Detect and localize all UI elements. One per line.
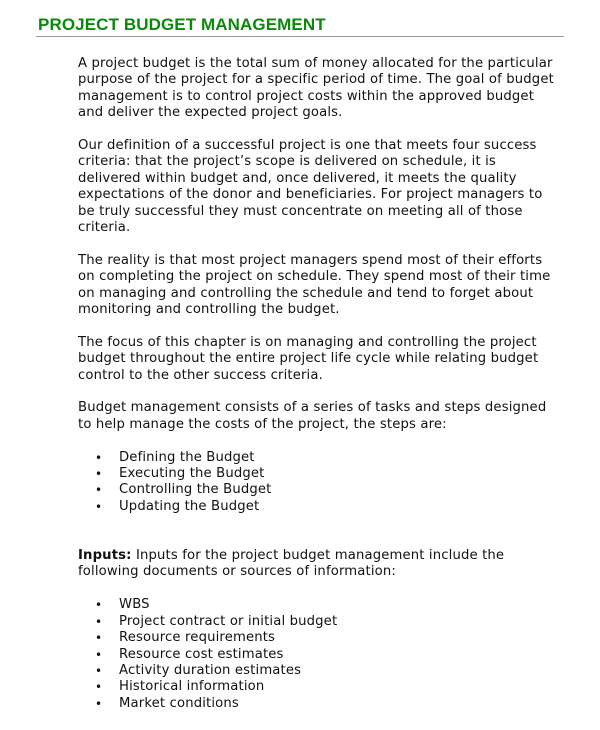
bullet-icon: • xyxy=(95,680,103,695)
list-item xyxy=(78,482,568,498)
input-label: Activity duration estimates xyxy=(119,662,302,678)
list-item xyxy=(78,630,568,646)
list-item xyxy=(78,696,568,712)
list-item xyxy=(78,597,568,613)
paragraph-success-criteria: Our definition of a successful project is one that meets four success criteria: that the project’s scope is delivered on schedule, it is delivered within budget and, once delivered, it meets the quality expectations of the donor and beneficiaries. For project managers to be truly successful they must concentrate on meeting all of those criteria. xyxy=(78,138,543,236)
document-body xyxy=(78,56,568,729)
bullet-icon: • xyxy=(95,450,103,465)
bullet-icon: • xyxy=(95,467,103,482)
input-label: Historical information xyxy=(119,679,265,695)
list-item xyxy=(78,450,568,466)
paragraph-steps-intro: Budget management consists of a series of tasks and steps designed to help manage the costs of the project, the steps are: xyxy=(78,400,547,432)
input-label: WBS xyxy=(119,597,150,613)
input-label: Resource requirements xyxy=(119,630,276,646)
bullet-icon: • xyxy=(95,598,103,613)
step-label: Defining the Budget xyxy=(119,449,255,465)
input-label: Market conditions xyxy=(119,695,239,711)
bullet-icon: • xyxy=(95,483,103,498)
bullet-icon: • xyxy=(95,696,103,711)
inputs-text: Inputs for the project budget management include the following documents or sources of information: xyxy=(78,548,505,580)
bullet-icon: • xyxy=(95,663,103,678)
list-item xyxy=(78,499,568,515)
page-title: PROJECT BUDGET MANAGEMENT xyxy=(38,15,326,34)
paragraph-reality: The reality is that most project managers spend most of their efforts on completing the project on schedule. They spend most of their time on managing and controlling the schedule and tend to forget about monitoring and controlling the budget. xyxy=(78,252,551,318)
spacer xyxy=(78,532,568,548)
list-item xyxy=(78,647,568,663)
bullet-icon: • xyxy=(95,499,103,514)
step-label: Updating the Budget xyxy=(119,498,260,514)
paragraph-chapter-focus: The focus of this chapter is on managing and controlling the project budget throughout the entire project life cycle while relating budget control to the other success criteria. xyxy=(78,334,539,383)
title-divider xyxy=(36,36,564,37)
input-label: Project contract or initial budget xyxy=(119,613,338,629)
list-item xyxy=(78,679,568,695)
input-label: Resource cost estimates xyxy=(119,646,284,662)
list-item xyxy=(78,614,568,630)
bullet-icon: • xyxy=(95,647,103,662)
step-label: Executing the Budget xyxy=(119,466,265,482)
steps-list xyxy=(78,450,568,516)
paragraph-budget-definition: A project budget is the total sum of money allocated for the particular purpose of the project for a specific period of time. The goal of budget management is to control project costs within the approved budget and deliver the expected project goals. xyxy=(78,56,554,121)
list-item xyxy=(78,663,568,679)
bullet-icon: • xyxy=(95,614,103,629)
inputs-list xyxy=(78,597,568,712)
paragraph-inputs xyxy=(78,548,568,581)
bullet-icon: • xyxy=(95,631,103,646)
inputs-label: Inputs: xyxy=(78,548,132,564)
step-label: Controlling the Budget xyxy=(119,482,272,498)
list-item xyxy=(78,466,568,482)
